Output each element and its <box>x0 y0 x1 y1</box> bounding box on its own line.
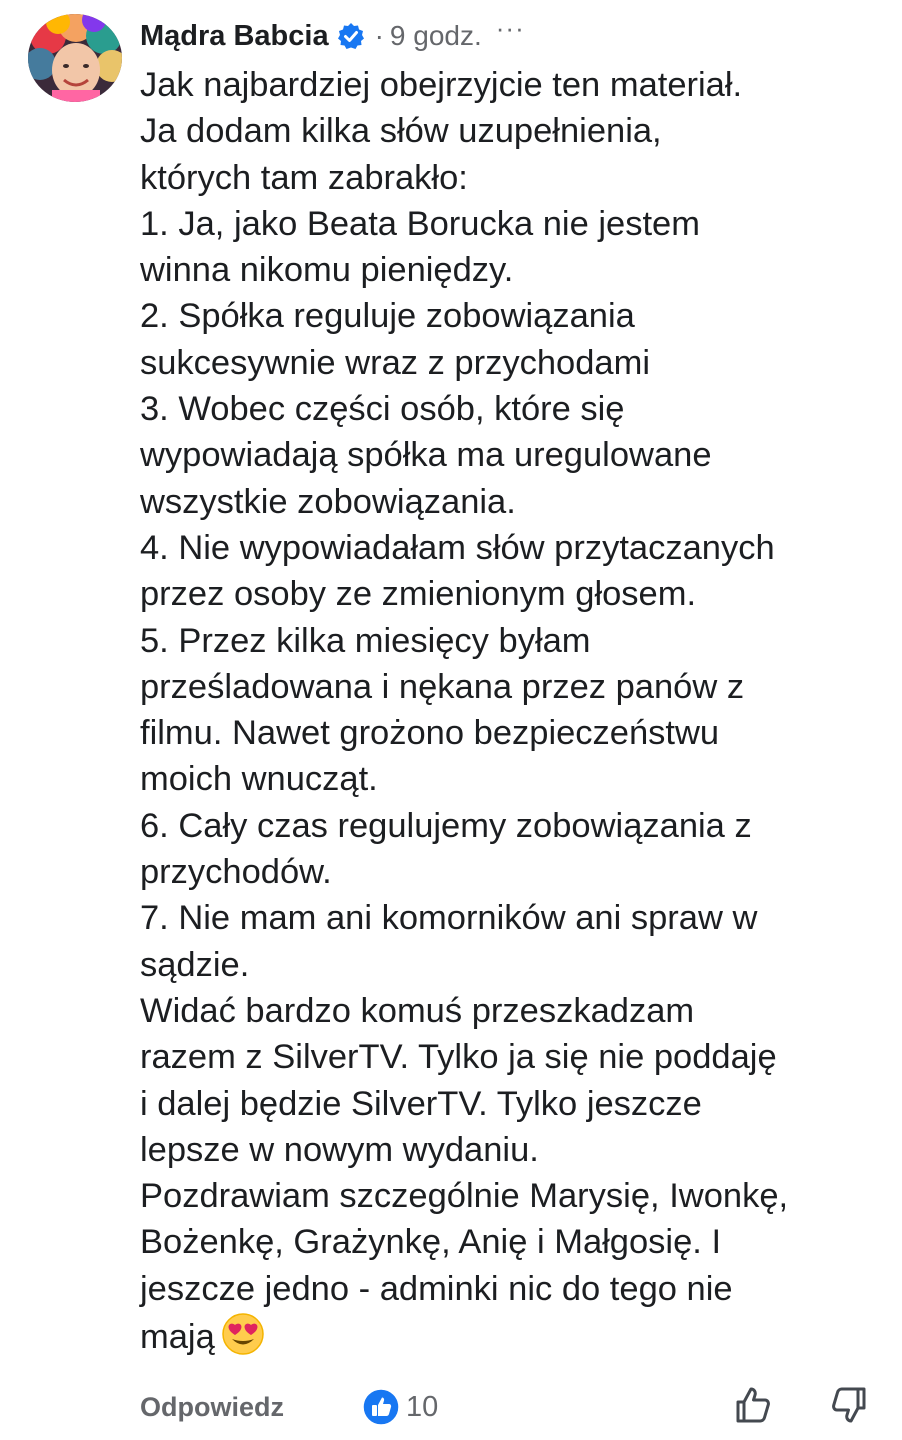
comment-line: Ja dodam kilka słów uzupełnienia, <box>140 112 662 151</box>
like-reaction-icon <box>362 1388 400 1426</box>
comment-line: 2. Spółka reguluje zobowiązania <box>140 297 635 336</box>
comment-line: Pozdrawiam szczególnie Marysię, Iwonkę, <box>140 1177 789 1216</box>
author-name[interactable]: Mądra Babcia <box>140 19 329 52</box>
comment-line: przychodów. <box>140 853 332 892</box>
reactions-summary[interactable] <box>362 1388 438 1426</box>
comment-line: 7. Nie mam ani komorników ani spraw w <box>140 899 758 938</box>
comment-line: moich wnucząt. <box>140 760 378 799</box>
comment-line: lepsze w nowym wydaniu. <box>140 1130 539 1169</box>
comment-line: Jak najbardziej obejrzyjcie ten materiał. <box>140 66 743 104</box>
comment-line: razem z SilverTV. Tylko ja się nie poddaję <box>140 1038 777 1077</box>
comment-line: prześladowana i nękana przez panów z <box>140 667 745 706</box>
comment-last-word: mają <box>140 1318 215 1357</box>
avatar[interactable] <box>28 14 122 102</box>
comment-footer <box>140 1384 880 1432</box>
comment-body <box>140 62 890 1360</box>
separator-dot: · <box>374 20 384 51</box>
heart-eyes-emoji-icon <box>221 1312 265 1356</box>
comment-line: jeszcze jedno - adminki nic do tego nie <box>140 1269 733 1308</box>
reply-button[interactable]: Odpowiedz <box>140 1392 284 1422</box>
comment-line: wszystkie zobowiązania. <box>140 482 516 521</box>
comment-last-line <box>140 1312 890 1360</box>
comment-line: 4. Nie wypowiadałam słów przytaczanych <box>140 528 775 567</box>
verified-badge-icon <box>337 22 365 50</box>
comment-line: winna nikomu pieniędzy. <box>140 251 514 290</box>
comment-timestamp[interactable]: 9 godz. <box>389 20 482 51</box>
comment-line: wypowiadają spółka ma uregulowane <box>140 436 712 475</box>
comment-line: sukcesywnie wraz z przychodami <box>140 343 651 382</box>
comment-line: 6. Cały czas regulujemy zobowiązania z <box>140 806 752 845</box>
comment-line: sądzie. <box>140 945 250 984</box>
like-count: 10 <box>406 1390 439 1423</box>
comment-line: Bożenkę, Grażynkę, Anię i Małgosię. I <box>140 1223 722 1262</box>
comment-line: i dalej będzie SilverTV. Tylko jeszcze <box>140 1084 702 1123</box>
comment-line: 3. Wobec części osób, które się <box>140 390 625 429</box>
avatar-image <box>28 14 122 102</box>
thumb-up-icon[interactable] <box>732 1384 774 1426</box>
comment-line: 5. Przez kilka miesięcy byłam <box>140 621 591 660</box>
comment-line: filmu. Nawet grożono bezpieczeństwu <box>140 714 720 753</box>
comment-header <box>140 12 525 56</box>
comment-line: 1. Ja, jako Beata Borucka nie jestem <box>140 204 700 243</box>
thumb-down-icon[interactable] <box>828 1384 870 1426</box>
comment-line: Widać bardzo komuś przeszkadzam <box>140 991 695 1030</box>
more-options-icon[interactable]: ··· <box>495 12 525 43</box>
comment-line: przez osoby ze zmienionym głosem. <box>140 575 697 614</box>
comment-line: których tam zabrakło: <box>140 158 468 197</box>
